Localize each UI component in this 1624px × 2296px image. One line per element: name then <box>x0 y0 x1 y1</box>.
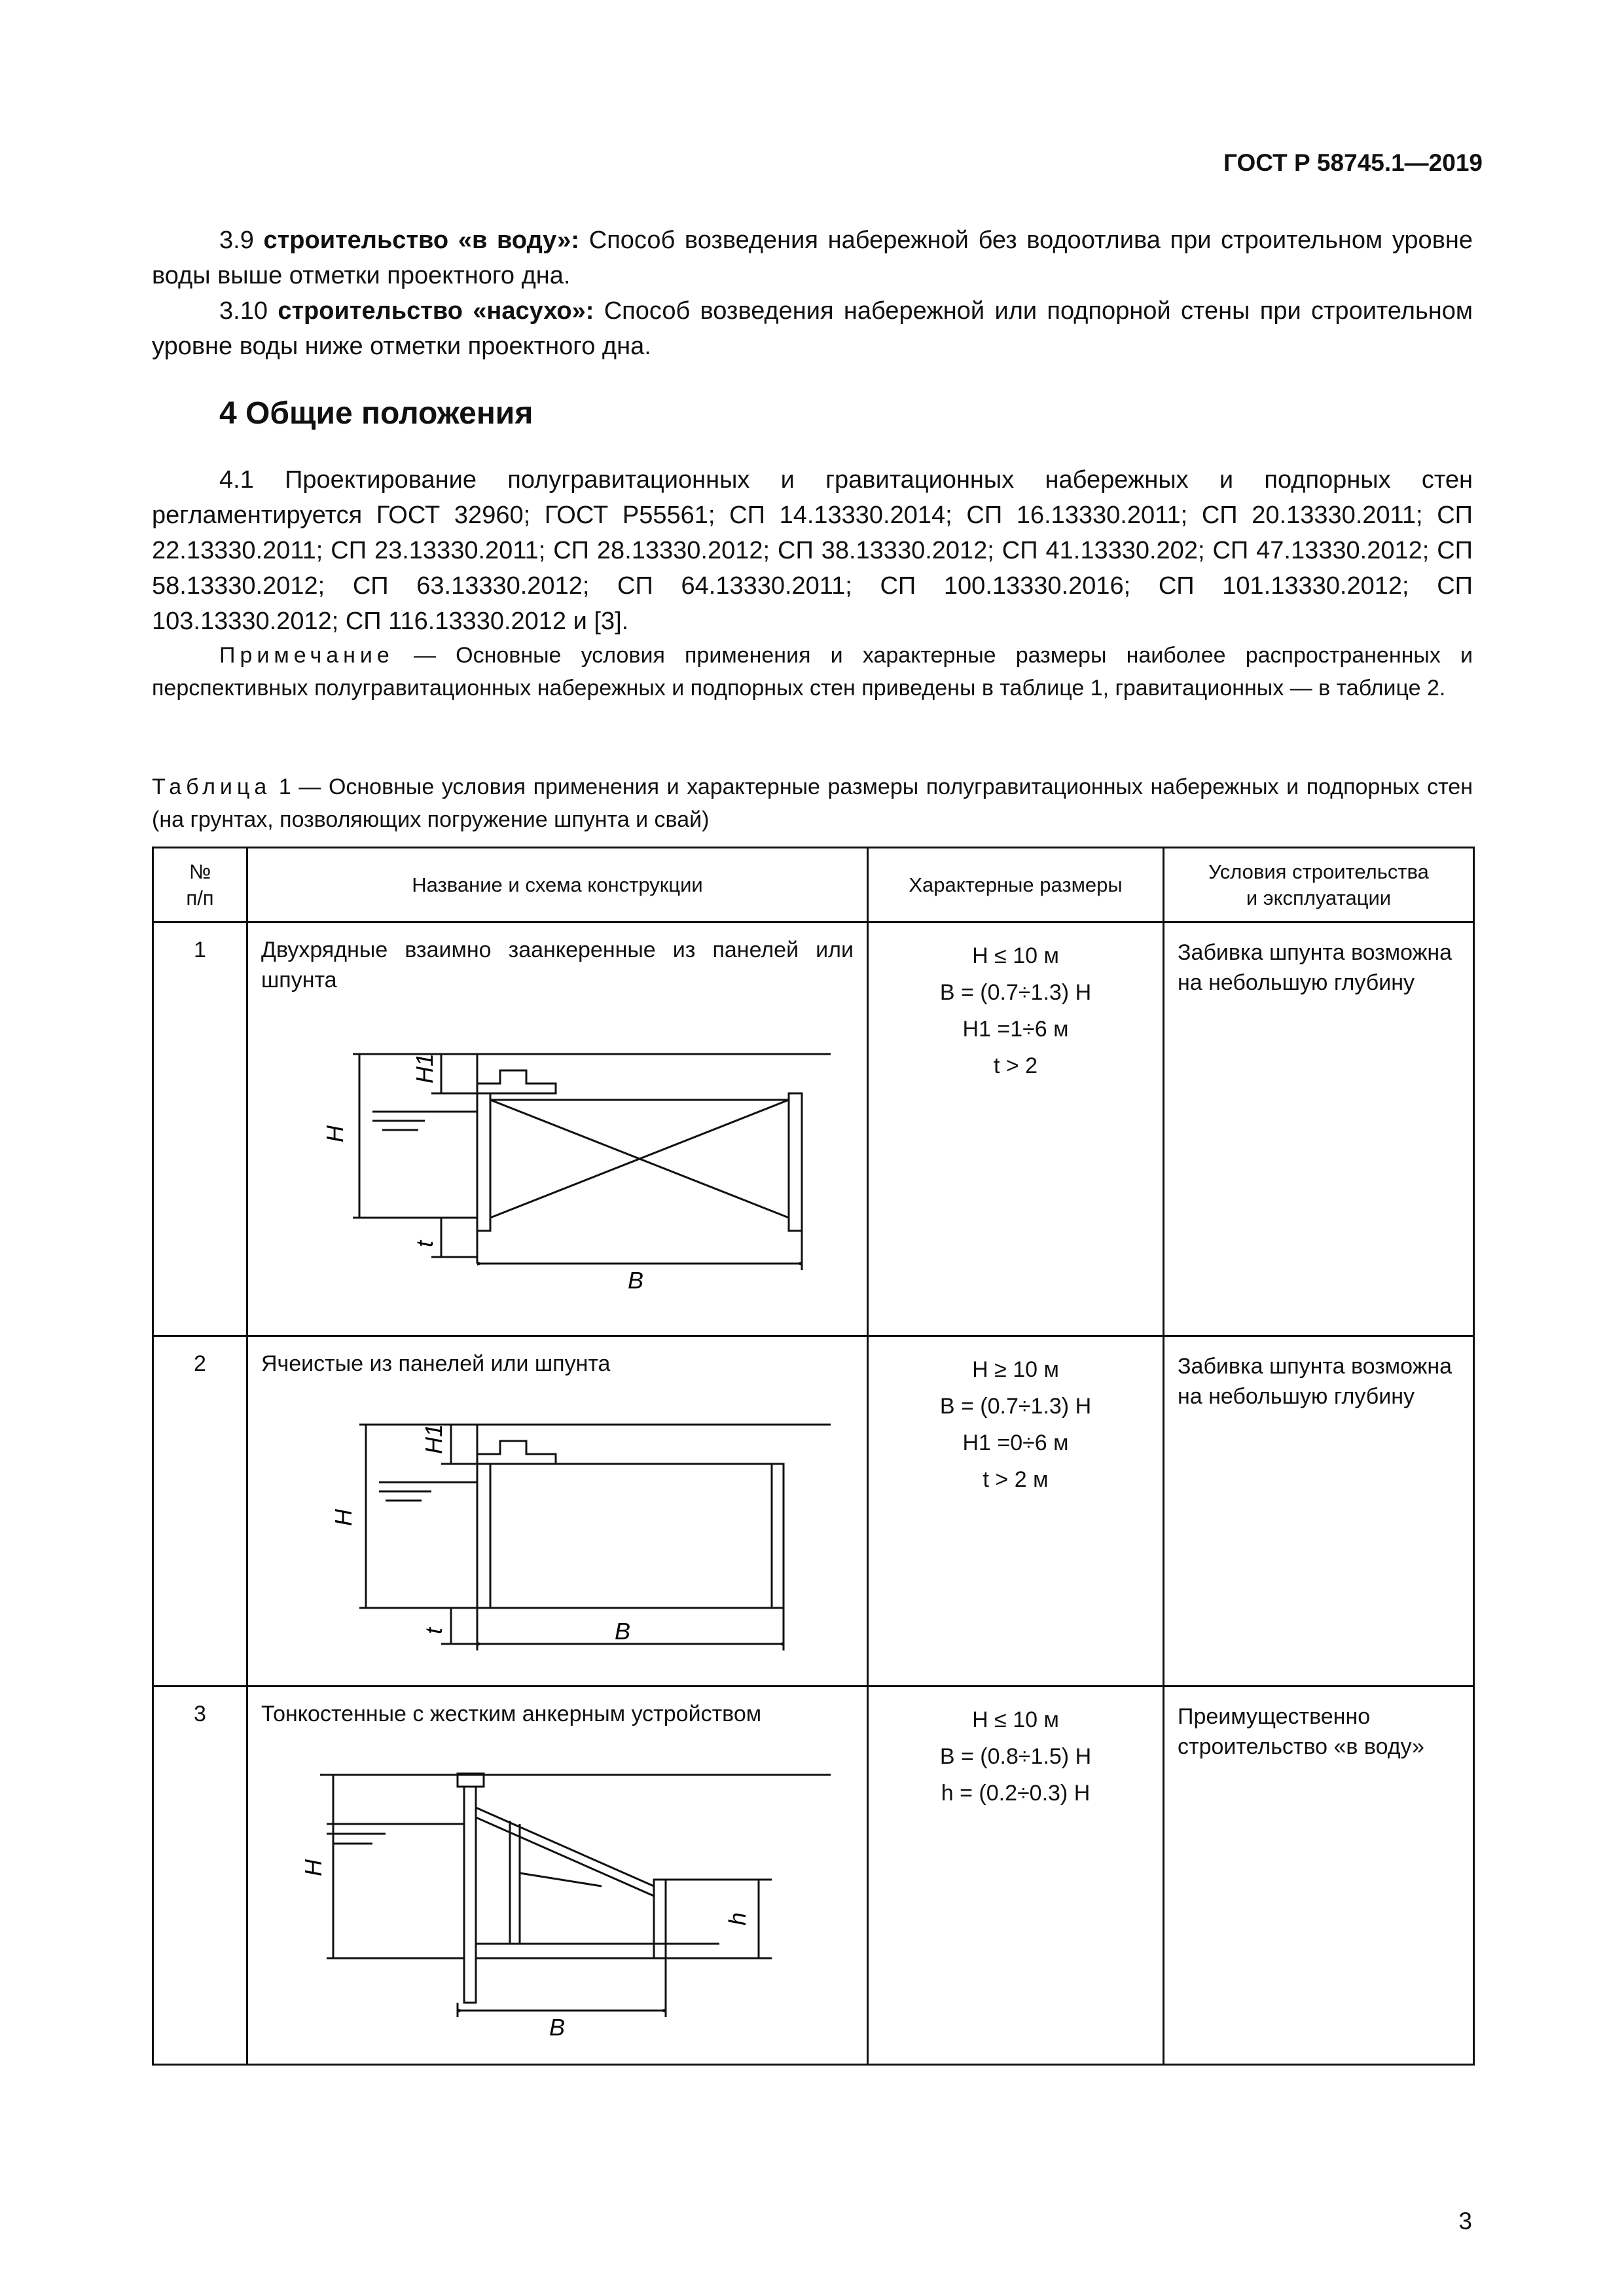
row-name: Тонкостенные с жестким анкерным устройством <box>261 1702 762 1726</box>
label-h: h <box>724 1912 751 1925</box>
label-t: t <box>411 1240 438 1247</box>
table-row <box>153 922 1474 1336</box>
label-H: H <box>321 1125 348 1142</box>
section-title: 4 Общие положения <box>219 396 533 431</box>
row-name: Двухрядные взаимно заанкеренные из панелей или шпунта <box>261 938 854 993</box>
table-row <box>153 1336 1474 1686</box>
label-H1: H1 <box>411 1053 438 1084</box>
definition-3-10: 3.10 строительство «насухо»: Способ возведения набережной или подпорной стены при строительном уровне воды ниже отметки проектного дна. <box>152 297 1473 360</box>
row-num: 1 <box>153 922 247 1336</box>
row-num: 2 <box>153 1336 247 1686</box>
dim-2: B = (0.7÷1.3) H <box>939 1394 1092 1419</box>
row-dims <box>868 1336 1164 1686</box>
dim-4: t > 2 <box>993 1053 1038 1078</box>
header-dims: Характерные размеры <box>868 848 1164 922</box>
row-dims <box>868 1686 1164 2065</box>
header-name: Название и схема конструкции <box>247 848 868 922</box>
label-B: B <box>628 1267 644 1294</box>
dim-4: t > 2 м <box>983 1467 1049 1492</box>
label-B: B <box>549 2014 566 2041</box>
table-header-row <box>153 848 1474 922</box>
row-name-cell <box>247 1336 868 1686</box>
document-id: ГОСТ Р 58745.1—2019 <box>1223 149 1483 176</box>
label-t: t <box>420 1627 447 1634</box>
dim-3: h = (0.2÷0.3) H <box>941 1781 1091 1806</box>
dim-1: H ≤ 10 м <box>972 1707 1059 1732</box>
row-conditions: Преимущественно строительство «в воду» <box>1164 1686 1474 2065</box>
definition-3-9: 3.9 строительство «в воду»: Способ возведения набережной без водоотлива при строительном уровне воды выше отметки проектного дна. <box>152 227 1473 289</box>
table-1 <box>152 847 1475 2066</box>
row-dims <box>868 922 1164 1336</box>
row-conditions: Забивка шпунта возможна на небольшую глубину <box>1164 1336 1474 1686</box>
dim-2: B = (0.7÷1.3) H <box>939 980 1092 1005</box>
page-number: 3 <box>1458 2208 1472 2234</box>
table-caption: Таблица 1 — Основные условия применения и характерные размеры полугравитационных набережных и подпорных стен (на грунтах, позволяющих погружение шпунта и свай) <box>152 774 1473 832</box>
diagram-double-row-anchored <box>261 1002 850 1303</box>
diagram-thin-wall-anchored <box>261 1736 850 2043</box>
label-H: H <box>330 1509 357 1526</box>
label-H1: H1 <box>420 1423 447 1454</box>
row-num: 3 <box>153 1686 247 2065</box>
row-name-cell <box>247 922 868 1336</box>
header-conditions: Условия строительства и эксплуатации <box>1164 848 1474 922</box>
diagram-cellular <box>261 1385 850 1660</box>
header-num: № п/п <box>153 848 247 922</box>
table-row <box>153 1686 1474 2065</box>
note: Примечание — Основные условия применения и характерные размеры наиболее распространенных и перспективных полугравитационных набережных и подпорных стен приведены в таблице 1, гравитационных — в таблице 2. <box>152 643 1473 701</box>
row-name: Ячеистые из панелей или шпунта <box>261 1351 611 1376</box>
label-B: B <box>615 1618 631 1645</box>
paragraph-4-1: 4.1 Проектирование полугравитационных и гравитационных набережных и подпорных стен регламентируется ГОСТ 32960; ГОСТ Р55561; СП 14.13330.2014; СП 16.13330.2011; СП 20.13330.2011; СП 22.13330.2011; СП 23.13330.2011; СП 28.13330.2012; СП 38.13330.2012; СП 41.13330.202; СП 47.13330.2012; СП 58.13330.2012; СП 63.13330.2012; СП 64.13330.2011; СП 100.13330.2016; СП 101.13330.2012; СП 103.13330.2012; СП 116.13330.2012 и [3]. <box>152 466 1473 635</box>
dim-1: H ≤ 10 м <box>972 943 1059 968</box>
dim-3: H1 =1÷6 м <box>962 1017 1069 1042</box>
row-conditions: Забивка шпунта возможна на небольшую глубину <box>1164 922 1474 1336</box>
label-H: H <box>300 1859 327 1876</box>
row-name-cell <box>247 1686 868 2065</box>
dim-1: H ≥ 10 м <box>972 1357 1059 1382</box>
dim-2: B = (0.8÷1.5) H <box>939 1744 1092 1769</box>
dim-3: H1 =0÷6 м <box>962 1430 1069 1455</box>
